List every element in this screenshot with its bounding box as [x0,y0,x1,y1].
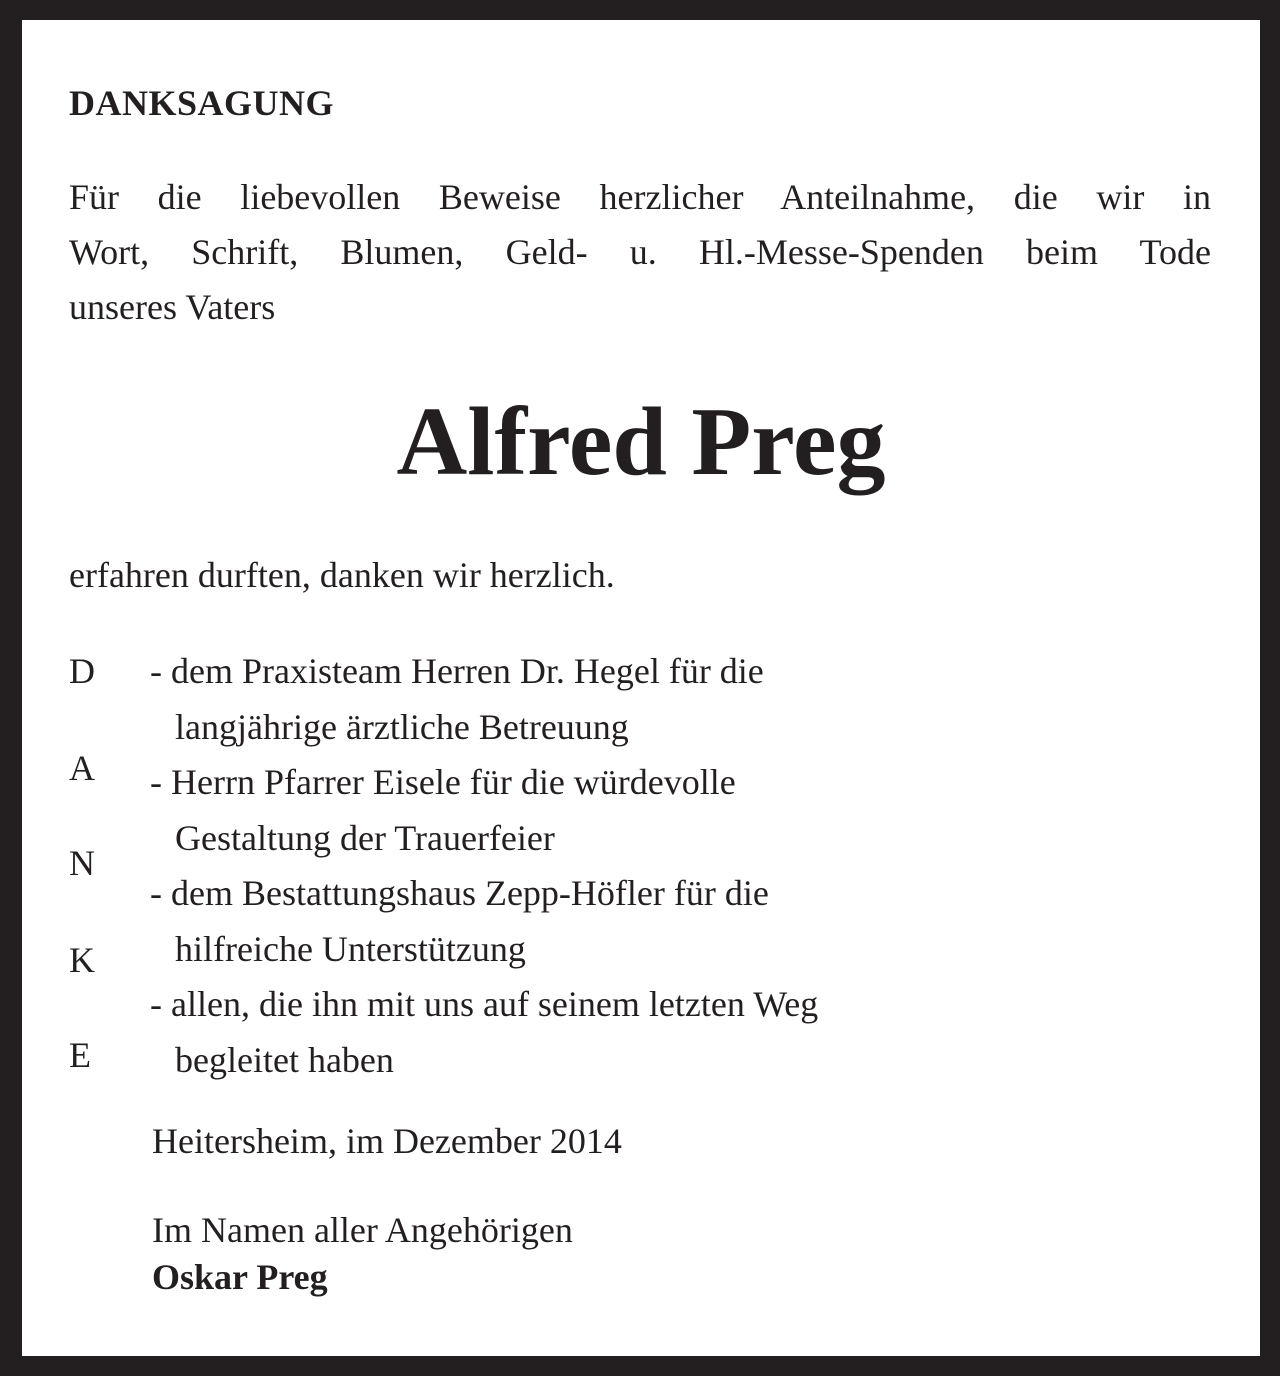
obituary-thanks-notice [22,20,1260,1356]
thanks-item-line: - dem Praxisteam Herren Dr. Hegel für die [150,644,818,700]
on-behalf-line: Im Namen aller Angehörigen [152,1210,573,1250]
dank-letter-k: K [69,940,95,980]
thanks-item-continuation: hilfreiche Unterstützung [175,928,526,969]
dank-letter-d: D [69,651,95,691]
thanks-item-continuation: begleitet haben [175,1039,394,1080]
thanks-item-line: - dem Bestattungshaus Zepp-Höfler für die [150,866,818,922]
thanks-item [150,644,818,755]
thanks-item-line: - Herrn Pfarrer Eisele für die würdevolle [150,755,818,811]
intro-line: Wort, Schrift, Blumen, Geld- u. Hl.-Messe-Spenden beim Tode [69,232,1211,272]
dank-letter-n: N [69,843,95,883]
intro-line: unseres Vaters [69,287,276,327]
thanks-item [150,755,818,866]
thanks-list [150,644,818,1088]
thanks-item [150,977,818,1088]
deceased-name: Alfred Preg [396,388,886,496]
dank-letter-e: E [69,1035,91,1075]
notice-heading: DANKSAGUNG [69,83,335,123]
intro-paragraph [69,170,1211,335]
thanks-item [150,866,818,977]
intro-line: Für die liebevollen Beweise herzlicher Anteilnahme, die wir in [69,177,1211,217]
place-and-date: Heitersheim, im Dezember 2014 [152,1121,622,1161]
signatory-name: Oskar Preg [152,1257,328,1297]
after-name-text: erfahren durften, danken wir herzlich. [69,555,615,595]
thanks-item-continuation: langjährige ärztliche Betreuung [175,706,629,747]
thanks-item-continuation: Gestaltung der Trauerfeier [175,817,555,858]
thanks-item-line: - allen, die ihn mit uns auf seinem letzten Weg [150,977,818,1033]
dank-letter-a: A [69,748,95,788]
